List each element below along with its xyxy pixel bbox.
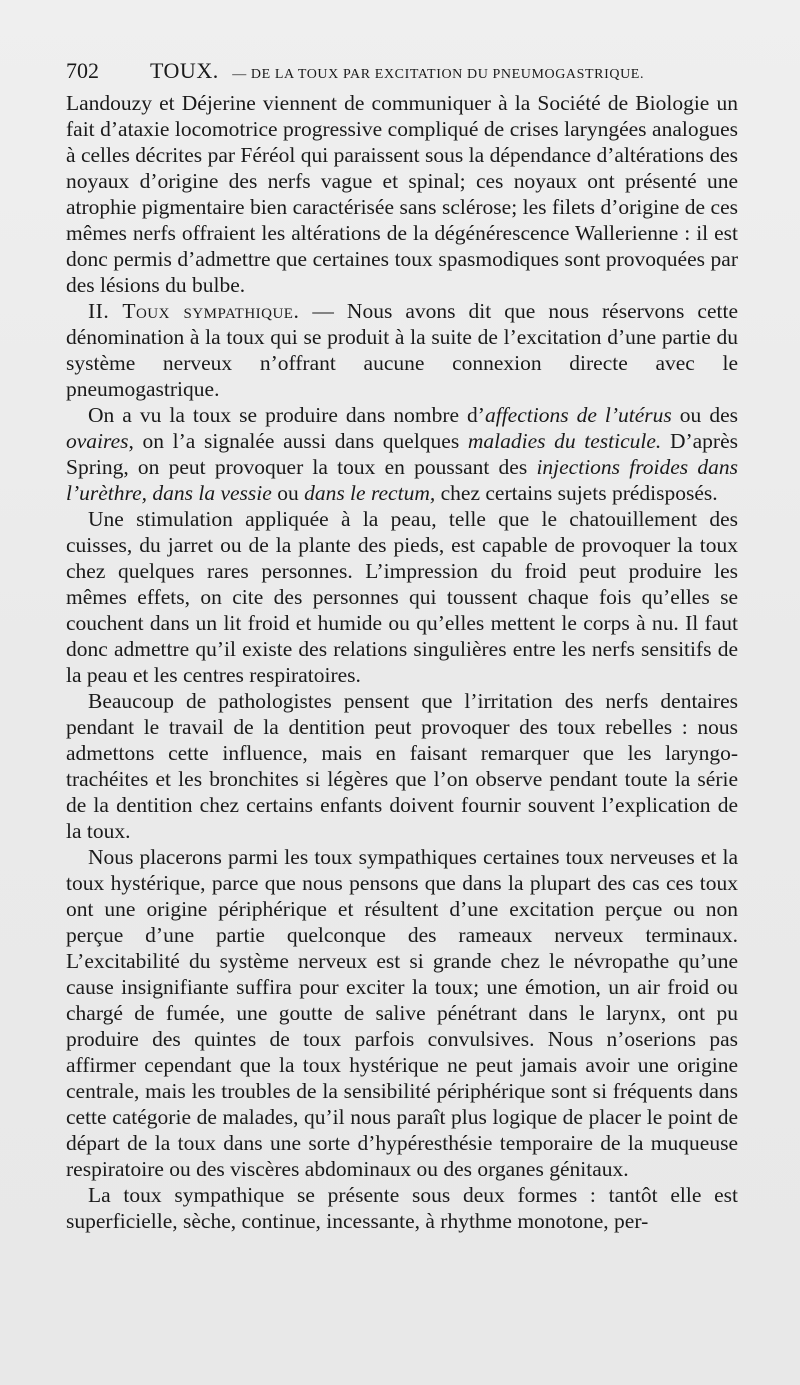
paragraph-landouzy: Landouzy et Déjerine viennent de communiquer à la Société de Biologie un fait d’ataxie locomotrice progressive compliqué de crises laryngées analogues à celles décrites par Féréol qui paraissent sous la dépendance d’altérations des noyaux d’origine des nerfs vague et spinal; ces noyaux ont présenté une atrophie pigmentaire bien caractérisée sans sclérose; les filets d’origine de ces mêmes nerfs offraient les altérations de la dégénérescence Wallerienne : il est donc permis d’admettre que certaines toux spasmodiques sont provoquées par des lésions du bulbe. (66, 91, 738, 297)
italic-run: maladies du testicule. (467, 429, 662, 453)
text-run: ou (271, 481, 305, 505)
text-run: D’après Spring, on peut provoquer la toux en poussant des (66, 429, 738, 479)
running-title-main: TOUX. (150, 58, 219, 83)
section-heading: II. Toux sympathique. (88, 299, 300, 323)
paragraph-dentition: Beaucoup de pathologistes pensent que l’irritation des nerfs dentaires pendant le travail de la dentition peut provoquer des toux rebelles : nous admettons cette influence, mais en faisant remarquer que les laryngo-trachéites et les bronchites si légères que l’on observe pendant toute la série de la dentition chez certains enfants doivent fournir souvent l’explication de la toux. (66, 689, 738, 843)
paragraph-uterus (66, 402, 738, 506)
text-run: , on l’a signalée aussi dans quelques (128, 429, 468, 453)
running-title (150, 58, 644, 84)
italic-run: affections de l’utérus (484, 403, 672, 427)
text-run: chez certains sujets prédisposés. (435, 481, 718, 505)
running-title-sub: — DE LA TOUX PAR EXCITATION DU PNEUMOGASTRIQUE. (232, 67, 645, 82)
paragraph-deux-formes: La toux sympathique se présente sous deux formes : tantôt elle est superficielle, sèche, continue, incessante, à rhythme monotone, per- (66, 1183, 738, 1233)
italic-run: ovaires (66, 429, 129, 453)
text-run: ou des (671, 403, 738, 427)
paragraph-text: — Nous avons dit que nous réservons cette dénomination à la toux qui se produit à la suite de l’excitation d’une partie du système nerveux n’offrant aucune connexion directe avec le pneumogastrique. (66, 299, 739, 401)
page-number: 702 (66, 58, 99, 83)
body-text (66, 90, 738, 1234)
text-run: On a vu la toux se produire dans nombre d’ (88, 403, 485, 427)
running-header (66, 58, 738, 88)
paragraph-toux-sympathique (66, 298, 738, 402)
paragraph-toux-hysterique: Nous placerons parmi les toux sympathiques certaines toux nerveuses et la toux hystérique, parce que nous pensons que dans la plupart des cas ces toux ont une origine périphérique et résultent d’une excitation perçue ou non perçue d’une partie quelconque des rameaux nerveux terminaux. L’excitabilité du système nerveux est si grande chez le névropathe qu’une cause insignifiante suffira pour exciter la toux; une émotion, un air froid ou chargé de fumée, une goutte de salive pénétrant dans le larynx, ont pu produire des quintes de toux parfois convulsives. Nous n’oserions pas affirmer cependant que la toux hystérique ne peut jamais avoir une origine centrale, mais les troubles de la sensibilité périphérique sont si fréquents dans cette catégorie de malades, qu’il nous paraît plus logique de placer le point de départ de la toux dans une sorte d’hypéresthésie temporaire de la muqueuse respiratoire ou des viscères abdominaux ou des organes génitaux. (66, 845, 738, 1181)
italic-run: dans le rectum, (304, 481, 436, 505)
italic-run: injections froides dans l’urèthre, dans la vessie (66, 455, 738, 505)
paragraph-stimulation: Une stimulation appliquée à la peau, telle que le chatouillement des cuisses, du jarret ou de la plante des pieds, est capable de provoquer la toux chez quelques rares personnes. L’impression du froid peut produire les mêmes effets, on cite des personnes qui toussent chaque fois qu’elles se couchent dans un lit froid et humide ou qu’elles mettent le corps à nu. Il faut donc admettre qu’il existe des relations singulières entre les nerfs sensitifs de la peau et les centres respiratoires. (66, 507, 738, 687)
